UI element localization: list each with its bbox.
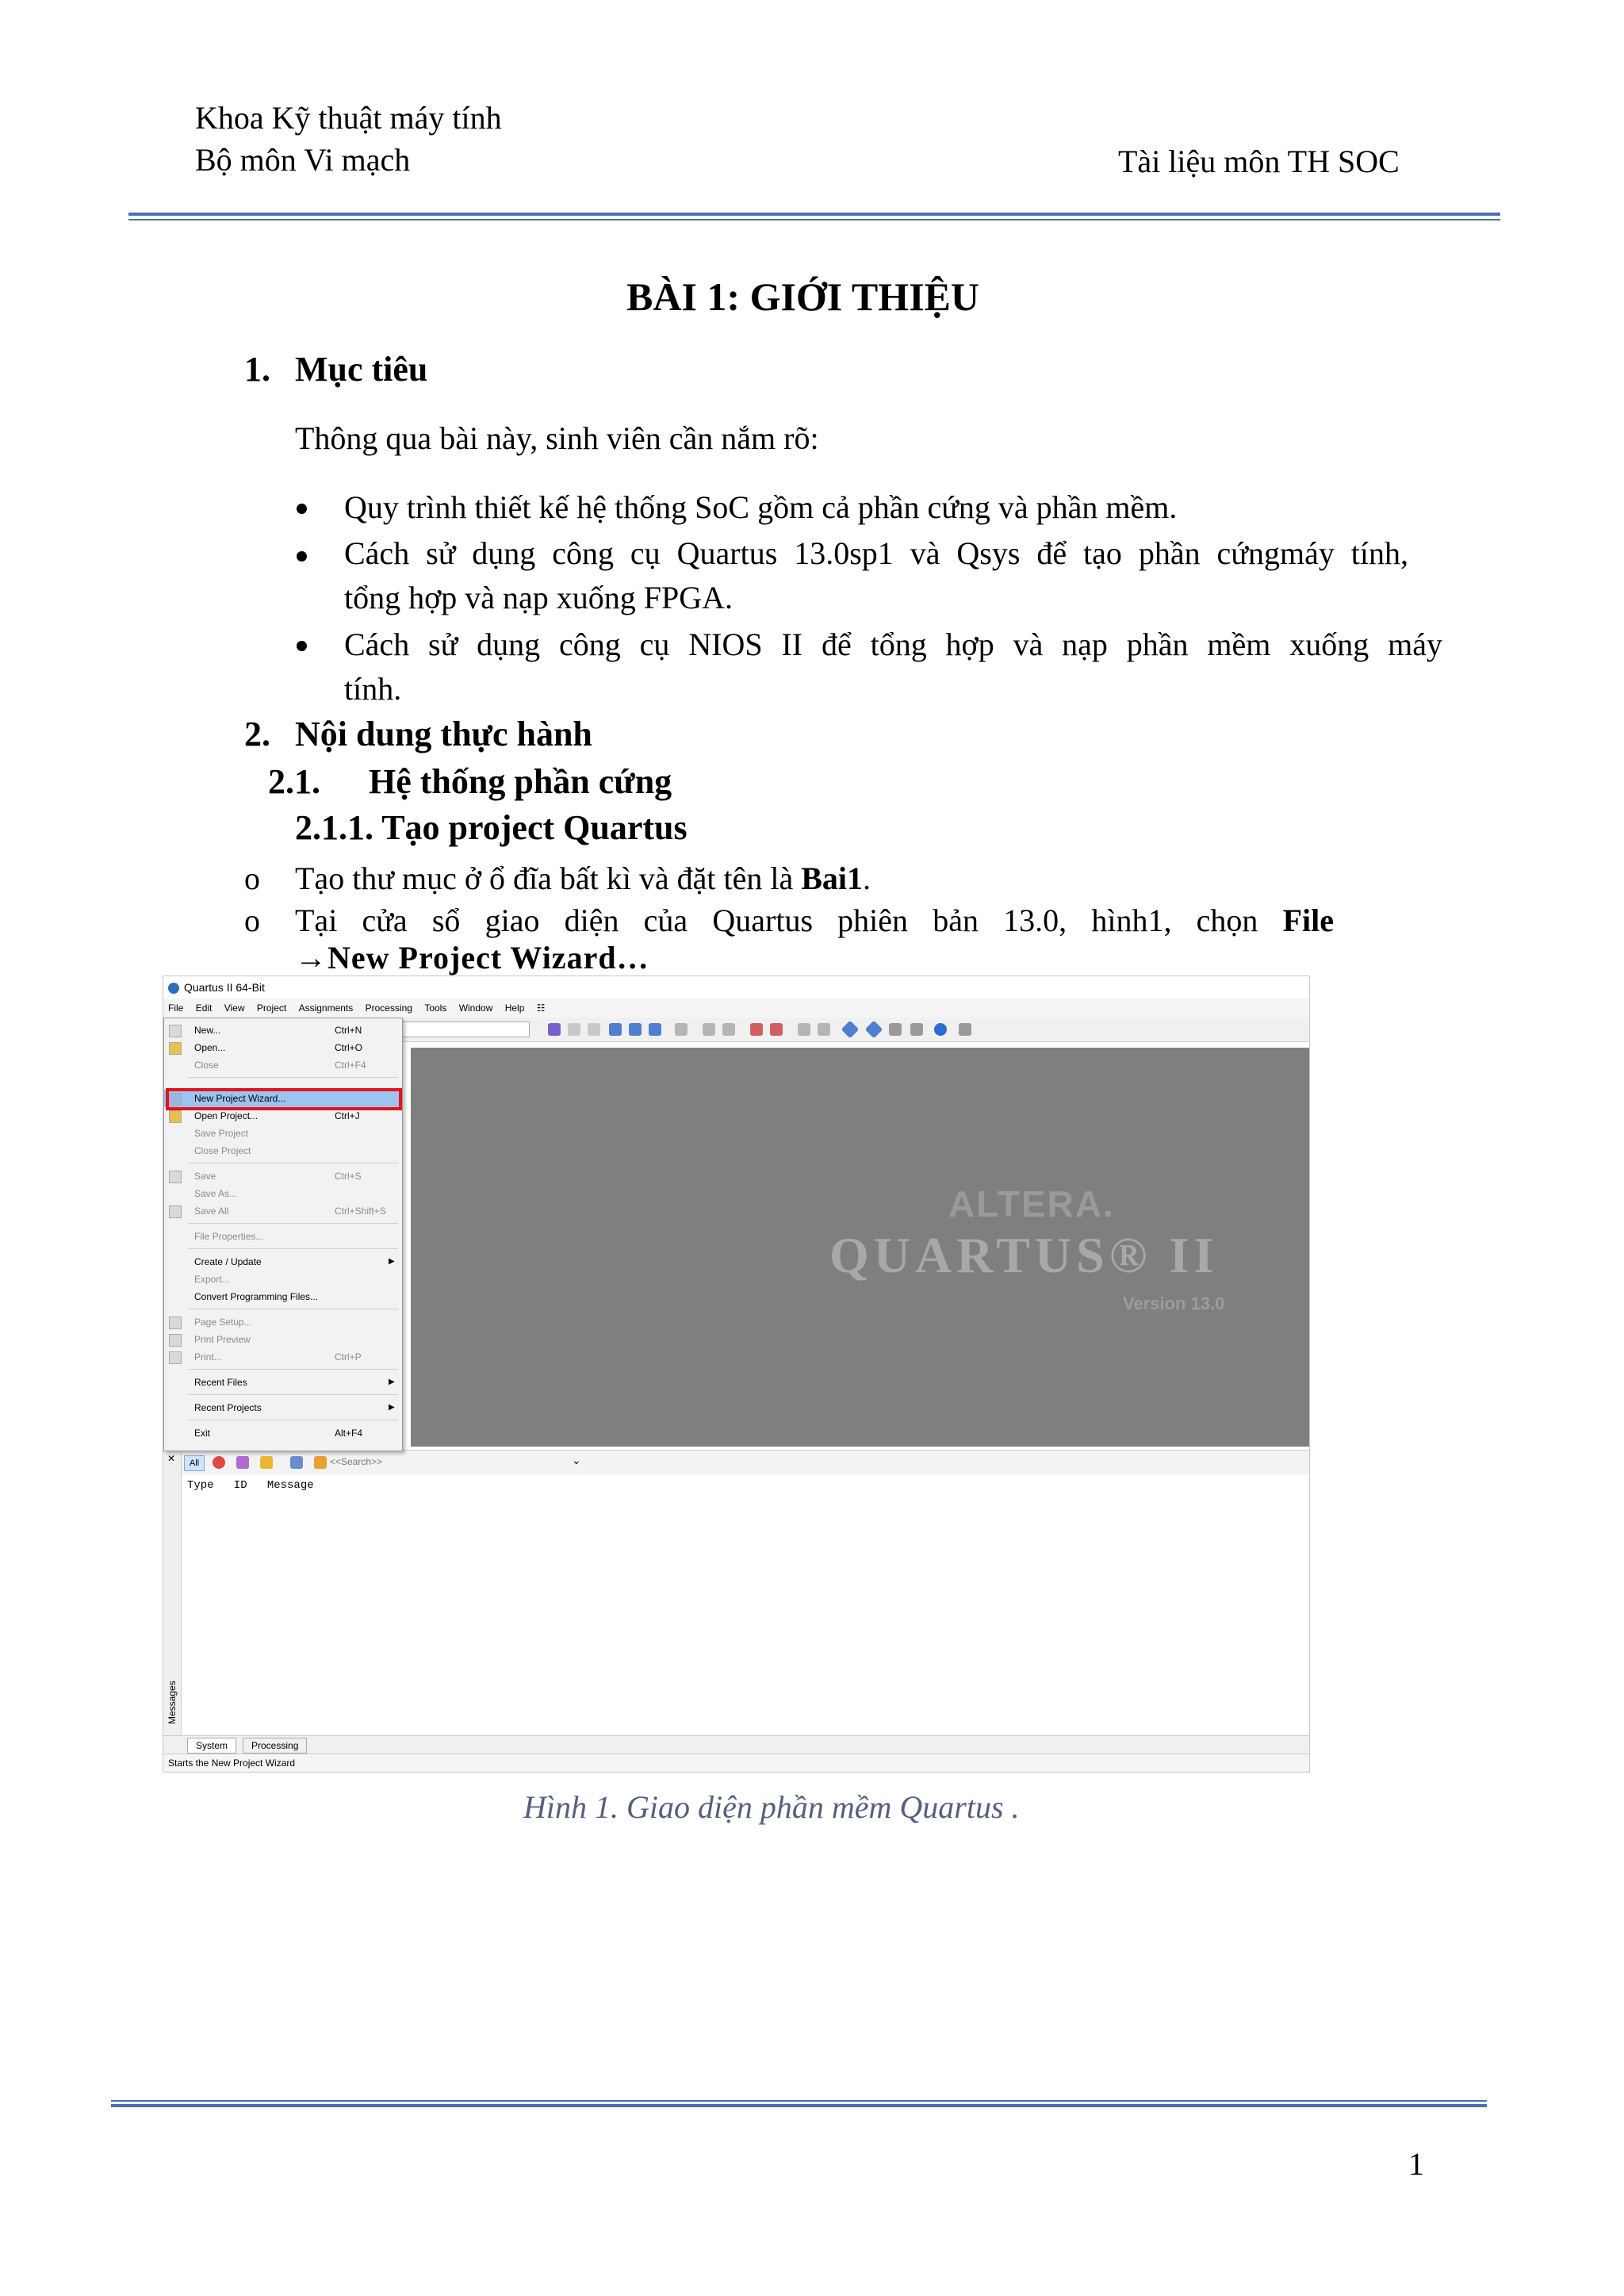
- toolbar-icon[interactable]: [770, 1023, 783, 1036]
- toolbar-icon[interactable]: [588, 1023, 600, 1036]
- menu-item-print-preview[interactable]: Print Preview: [164, 1331, 402, 1348]
- funnel-icon[interactable]: [314, 1456, 327, 1469]
- toolbar-icon[interactable]: [818, 1023, 830, 1036]
- menu-item-convert-programming-files[interactable]: Convert Programming Files...: [194, 1291, 319, 1302]
- menu-project[interactable]: Project: [256, 1002, 287, 1014]
- messages-area: [163, 1474, 1309, 1728]
- section1-intro: Thông qua bài này, sinh viên cần nắm rõ:: [295, 420, 819, 456]
- submenu-arrow-icon: ▶: [389, 1257, 395, 1266]
- toolbar-icon[interactable]: [609, 1023, 622, 1036]
- tab-system[interactable]: System: [187, 1738, 236, 1754]
- menu-tools[interactable]: Tools: [424, 1002, 447, 1014]
- status-bar: Starts the New Project Wizard: [163, 1754, 1310, 1772]
- menu-item-open-project[interactable]: Open Project... Ctrl+J: [164, 1107, 402, 1125]
- menu-item-new[interactable]: New... Ctrl+N: [164, 1022, 402, 1039]
- quartus-logo: QUARTUS® II: [829, 1227, 1219, 1283]
- footer-rule: [111, 2104, 1487, 2107]
- step2-menu-path: →New Project Wizard…: [295, 940, 649, 976]
- warning-filter-icon[interactable]: [260, 1456, 273, 1469]
- messages-vertical-label: Messages: [167, 1681, 178, 1724]
- menu-item-page-setup[interactable]: Page Setup...: [164, 1313, 402, 1331]
- open-project-icon: [169, 1110, 182, 1123]
- message-search-input[interactable]: <<Search>>: [330, 1456, 383, 1467]
- quartus-screenshot: [163, 976, 1310, 1773]
- toolbar-icon[interactable]: [959, 1023, 971, 1036]
- save-all-icon: [169, 1205, 182, 1218]
- toolbar-icon[interactable]: [841, 1021, 860, 1039]
- header-department: Bộ môn Vi mạch: [195, 142, 411, 178]
- step1-marker: o: [244, 861, 260, 896]
- message-tabs: [163, 1735, 1309, 1754]
- toolbar: [401, 1018, 1309, 1042]
- message-columns: Type ID Message: [187, 1479, 314, 1492]
- new-file-icon: [169, 1025, 182, 1037]
- toolbar-icon[interactable]: [629, 1023, 642, 1036]
- toolbar-icon[interactable]: [649, 1023, 661, 1036]
- open-folder-icon: [169, 1042, 182, 1055]
- version-label: Version 13.0: [1123, 1294, 1225, 1313]
- print-preview-icon: [169, 1334, 182, 1347]
- menu-item-save-all[interactable]: Save All Ctrl+Shift+S: [164, 1202, 402, 1220]
- page-number: 1: [1408, 2146, 1424, 2182]
- help-arrow-icon[interactable]: ☷: [536, 1002, 546, 1014]
- bullet-2-text-cont: tổng hợp và nạp xuống FPGA.: [344, 580, 733, 615]
- section2-number: 2.: [244, 715, 270, 753]
- menu-separator: [188, 1394, 398, 1395]
- step2-marker: o: [244, 903, 260, 938]
- menu-separator: [188, 1223, 398, 1224]
- menu-item-close-project[interactable]: Close Project: [194, 1145, 251, 1156]
- help-icon[interactable]: [934, 1023, 947, 1036]
- toolbar-icon[interactable]: [910, 1023, 923, 1036]
- bullet-1-text: Quy trình thiết kế hệ thống SoC gồm cả phần cứng và phần mềm.: [344, 489, 1178, 525]
- toolbar-icon[interactable]: [750, 1023, 763, 1036]
- toolbar-icon[interactable]: [568, 1023, 580, 1036]
- menu-item-open[interactable]: Open... Ctrl+O: [164, 1039, 402, 1056]
- tab-processing[interactable]: Processing: [243, 1738, 307, 1754]
- menu-separator: [188, 1248, 398, 1249]
- section21-number: 2.1.: [268, 762, 320, 801]
- page-setup-icon: [169, 1317, 182, 1329]
- bullet-2-text: Cách sử dụng công cụ Quartus 13.0sp1 và Qsys để tạo phần cứngmáy tính,: [344, 535, 1408, 571]
- menu-help[interactable]: Help: [504, 1002, 525, 1014]
- header-faculty: Khoa Kỹ thuật máy tính: [195, 100, 502, 136]
- figure-caption: Hình 1. Giao diện phần mềm Quartus .: [523, 1789, 1020, 1825]
- menu-item-recent-projects[interactable]: Recent Projects ▶: [164, 1399, 402, 1416]
- submenu-arrow-icon: ▶: [389, 1378, 395, 1386]
- menu-view[interactable]: View: [224, 1002, 245, 1014]
- toolbar-icon[interactable]: [722, 1023, 735, 1036]
- menu-item-exit[interactable]: Exit Alt+F4: [194, 1428, 363, 1439]
- menu-item-new-project-wizard[interactable]: New Project Wizard...: [164, 1090, 402, 1107]
- bullet-3-text-cont: tính.: [344, 671, 402, 707]
- menu-window[interactable]: Window: [458, 1002, 493, 1014]
- menu-processing[interactable]: Processing: [365, 1002, 412, 1014]
- error-filter-icon[interactable]: [213, 1456, 225, 1469]
- quartus-app-icon: [168, 983, 179, 994]
- submenu-arrow-icon: ▶: [389, 1403, 395, 1412]
- suppress-filter-icon[interactable]: [290, 1456, 303, 1469]
- project-combo[interactable]: [401, 1022, 530, 1037]
- menu-separator: [188, 1077, 398, 1078]
- menu-item-save[interactable]: Save Ctrl+S: [164, 1167, 402, 1185]
- toolbar-icon[interactable]: [889, 1023, 902, 1036]
- save-icon: [169, 1171, 182, 1183]
- menu-assignments[interactable]: Assignments: [298, 1002, 354, 1014]
- toolbar-icon[interactable]: [548, 1023, 561, 1036]
- menu-item-save-project[interactable]: Save Project: [194, 1128, 249, 1139]
- window-title: Quartus II 64-Bit: [184, 981, 265, 994]
- bullet-3-text: Cách sử dụng công cụ NIOS II để tổng hợp và nạp phần mềm xuống máy: [344, 627, 1442, 662]
- bullet-2: [297, 551, 307, 562]
- menu-item-file-properties[interactable]: File Properties...: [194, 1231, 264, 1242]
- footer-rule-thin: [111, 2100, 1487, 2102]
- header-rule-thin: [128, 219, 1500, 220]
- filter-all-button[interactable]: All: [184, 1455, 205, 1471]
- menu-item-save-as[interactable]: Save As...: [194, 1188, 238, 1199]
- header-rule: [128, 213, 1500, 216]
- section1-number: 1.: [244, 350, 270, 389]
- messages-toolbar: [163, 1450, 1309, 1475]
- close-icon[interactable]: ✕: [167, 1453, 176, 1464]
- print-icon: [169, 1351, 182, 1364]
- header-doc-title: Tài liệu môn TH SOC: [1118, 144, 1400, 179]
- critical-warning-filter-icon[interactable]: [236, 1456, 249, 1469]
- menu-separator: [188, 1369, 398, 1370]
- toolbar-icon[interactable]: [703, 1023, 715, 1036]
- step2-text: Tại cửa sổ giao diện của Quartus phiên bản 13.0, hình1, chọn File: [295, 903, 1334, 938]
- menu-item-create-update[interactable]: Create / Update ▶: [164, 1253, 402, 1271]
- section2-title: Nội dung thực hành: [295, 715, 592, 753]
- toolbar-icon[interactable]: [798, 1023, 810, 1036]
- section211-title: 2.1.1. Tạo project Quartus: [295, 808, 688, 847]
- window-titlebar: [163, 976, 1309, 999]
- file-menu: [163, 1018, 403, 1451]
- section1-title: Mục tiêu: [295, 350, 428, 389]
- lesson-title: BÀI 1: GIỚI THIỆU: [626, 274, 980, 319]
- section21-title: Hệ thống phần cứng: [369, 762, 672, 801]
- chevron-down-icon[interactable]: ⌄: [572, 1454, 581, 1466]
- menubar: [163, 999, 1309, 1018]
- step1-text: Tạo thư mục ở ổ đĩa bất kì và đặt tên là Bai1.: [295, 861, 871, 896]
- menu-edit[interactable]: Edit: [195, 1002, 213, 1014]
- toolbar-icon[interactable]: [675, 1023, 688, 1036]
- bullet-3: [297, 641, 307, 651]
- menu-item-export[interactable]: Export...: [194, 1274, 230, 1285]
- menu-file[interactable]: File: [168, 1002, 184, 1014]
- menu-item-recent-files[interactable]: Recent Files ▶: [164, 1374, 402, 1391]
- altera-logo: ALTERA.: [948, 1183, 1115, 1225]
- menu-item-print[interactable]: Print... Ctrl+P: [164, 1348, 402, 1366]
- bullet-1: [297, 504, 307, 514]
- menu-item-close[interactable]: Close Ctrl+F4: [194, 1060, 366, 1071]
- toolbar-icon[interactable]: [865, 1021, 883, 1039]
